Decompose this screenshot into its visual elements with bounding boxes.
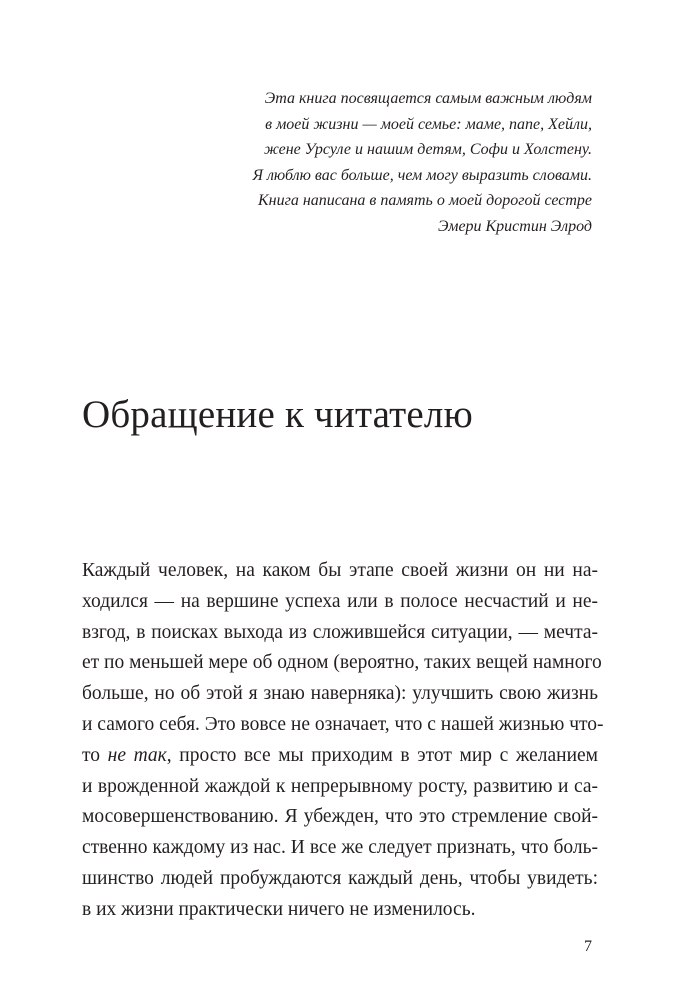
dedication-line: Эмери Кристин Элрод: [437, 217, 592, 235]
body-line-with-emphasis: [82, 741, 598, 772]
chapter-title: Обращение к читателю: [82, 393, 473, 436]
body-line: мосовершенствованию. Я убежден, что это стремление свой-: [82, 806, 598, 828]
body-line: в их жизни практически ничего не изменилось.: [82, 898, 476, 920]
body-line: и врожденной жаждой к непрерывному росту, развитию и са-: [82, 775, 598, 797]
body-line: шинство людей пробуждаются каждый день, чтобы увидеть:: [82, 867, 598, 889]
body-line: и самого себя. Это вовсе не означает, что с нашей жизнью что-: [82, 713, 604, 735]
emphasis-text: не так: [107, 744, 167, 766]
body-line: Каждый человек, на каком бы этапе своей жизни он ни на-: [82, 560, 598, 581]
dedication-line: Книга написана в память о моей дорогой сестре: [258, 192, 592, 209]
body-line: взгод, в поисках выхода из сложившейся ситуации, — мечта-: [82, 621, 598, 643]
body-line: больше, но об этой я знаю наверняка): улучшить свою жизнь: [82, 683, 598, 705]
body-line: ет по меньшей мере об одном (вероятно, таких вещей намного: [82, 652, 602, 674]
dedication-line: Я люблю вас больше, чем могу выразить словами.: [252, 166, 592, 184]
dedication-line: жене Урсуле и нашим детям, Софи и Холстену.: [263, 141, 592, 158]
dedication: [180, 86, 592, 239]
dedication-line: в моей жизни — моей семье: маме, папе, Хейли,: [265, 115, 592, 133]
body-line: ственно каждому из нас. И все же следует признать, что боль-: [82, 837, 598, 859]
body-paragraph: [82, 556, 604, 926]
body-line: ходился — на вершине успеха или в полосе несчастий и не-: [82, 590, 598, 612]
body-text-run: то: [82, 744, 108, 766]
page-number: 7: [584, 938, 592, 955]
body-text-run: , просто все мы приходим в этот мир с желанием: [166, 744, 598, 766]
dedication-line: Эта книга посвящается самым важным людям: [264, 90, 592, 107]
